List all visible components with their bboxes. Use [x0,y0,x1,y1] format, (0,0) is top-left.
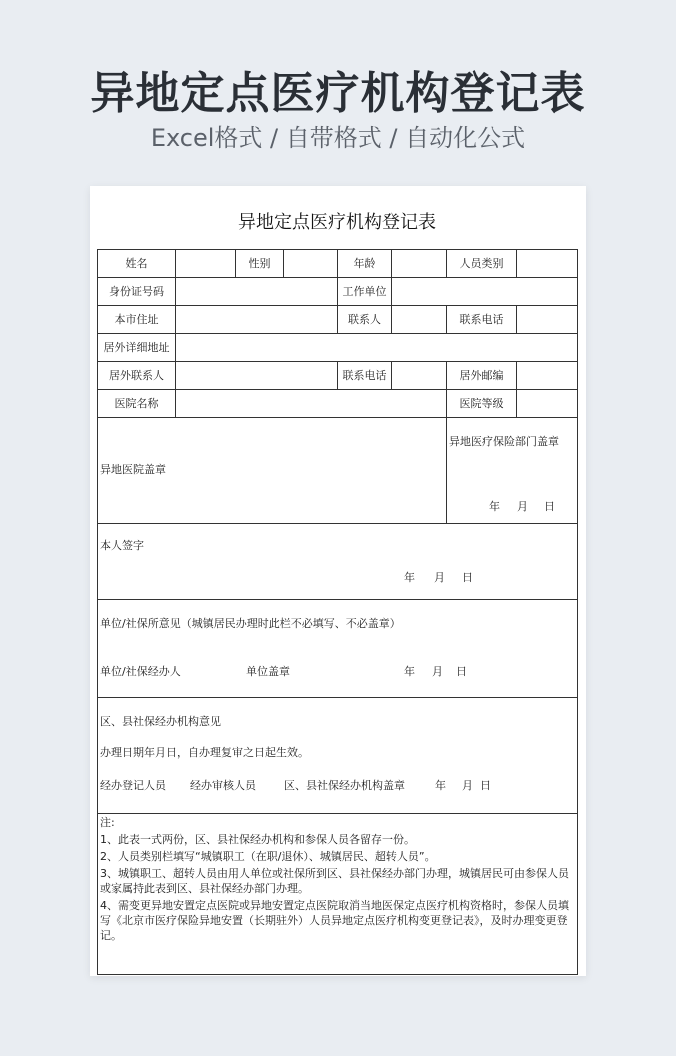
phone-label: 联系电话 [447,306,517,334]
seal-month-label: 月 [517,500,528,513]
district-opinion-label: 区、县社保经办机构意见 [100,715,221,728]
category-label: 人员类别 [447,250,517,278]
note-item-1: 1、此表一式两份，区、县社保经办机构和参保人员各留存一份。 [100,833,415,846]
gender-field[interactable] [284,250,338,278]
insurance-seal-cell[interactable] [447,418,578,524]
name-field[interactable] [176,250,236,278]
contact-label: 联系人 [338,306,392,334]
hospital-grade-label: 医院等级 [447,390,517,418]
id-number-field[interactable] [176,278,338,306]
hospital-name-field[interactable] [176,390,447,418]
unit-handler-label: 单位/社保经办人 [100,665,181,678]
unit-month-label: 月 [432,665,443,678]
banner-subtitle: Excel格式 / 自带格式 / 自动化公式 [150,124,526,152]
hospital-seal-cell[interactable] [98,418,447,524]
note-item-2: 2、人员类别栏填写“城镇职工（在职/退休）、城镇居民、超转人员”。 [100,850,436,863]
agency-seal-label: 区、县社保经办机构盖章 [284,779,405,792]
local-address-field[interactable] [176,306,338,334]
signature-day-label: 日 [462,571,473,584]
registrar-label: 经办登记人员 [100,779,166,792]
age-label: 年龄 [338,250,392,278]
phone-field[interactable] [517,306,578,334]
note-item-4: 4、需变更异地安置定点医院或异地安置定点医院取消当地医保定点医疗机构资格时，参保人员填写《北京市医疗保险异地安置（长期驻外）人员异地定点医疗机构变更登记表》，及时办理变更登记。 [100,899,569,942]
remote-address-label: 居外详细地址 [98,334,176,362]
workplace-field[interactable] [392,278,578,306]
category-field[interactable] [517,250,578,278]
registration-form [97,196,577,975]
unit-year-label: 年 [404,665,415,678]
remote-contact-label: 居外联系人 [98,362,176,390]
signature-cell[interactable] [98,524,578,600]
id-number-label: 身份证号码 [98,278,176,306]
district-opinion-cell[interactable] [98,698,578,814]
processing-date-text: 办理日期年月日，自办理复审之日起生效。 [100,746,309,759]
remote-contact-field[interactable] [176,362,338,390]
unit-opinion-cell[interactable] [98,600,578,698]
age-field[interactable] [392,250,447,278]
hospital-name-label: 医院名称 [98,390,176,418]
remote-phone-field[interactable] [392,362,447,390]
name-label: 姓名 [98,250,176,278]
workplace-label: 工作单位 [338,278,392,306]
reviewer-label: 经办审核人员 [190,779,256,792]
district-day-label: 日 [480,779,491,792]
banner-title: 异地定点医疗机构登记表 [90,68,586,119]
signature-year-label: 年 [404,571,415,584]
remote-address-field[interactable] [176,334,578,362]
seal-year-label: 年 [489,500,500,513]
district-year-label: 年 [435,779,446,792]
hospital-seal-label: 异地医院盖章 [100,463,166,476]
form-table [97,249,578,975]
postcode-field[interactable] [517,362,578,390]
local-address-label: 本市住址 [98,306,176,334]
hospital-grade-field[interactable] [517,390,578,418]
unit-seal-label: 单位盖章 [246,665,290,678]
notes-cell [98,814,578,975]
signature-month-label: 月 [434,571,445,584]
gender-label: 性别 [236,250,284,278]
seal-day-label: 日 [544,500,555,513]
form-title: 异地定点医疗机构登记表 [238,212,436,233]
unit-opinion-label: 单位/社保所意见（城镇居民办理时此栏不必填写、不必盖章） [100,617,401,630]
insurance-seal-label: 异地医疗保险部门盖章 [449,435,559,448]
notes-heading: 注: [100,816,115,829]
unit-day-label: 日 [456,665,467,678]
contact-field[interactable] [392,306,447,334]
signature-label: 本人签字 [100,539,144,552]
remote-phone-label: 联系电话 [338,362,392,390]
postcode-label: 居外邮编 [447,362,517,390]
district-month-label: 月 [462,779,473,792]
note-item-3: 3、城镇职工、超转人员由用人单位或社保所到区、县社保经办部门办理，城镇居民可由参保人员或家属持此表到区、县社保经办部门办理。 [100,867,569,895]
